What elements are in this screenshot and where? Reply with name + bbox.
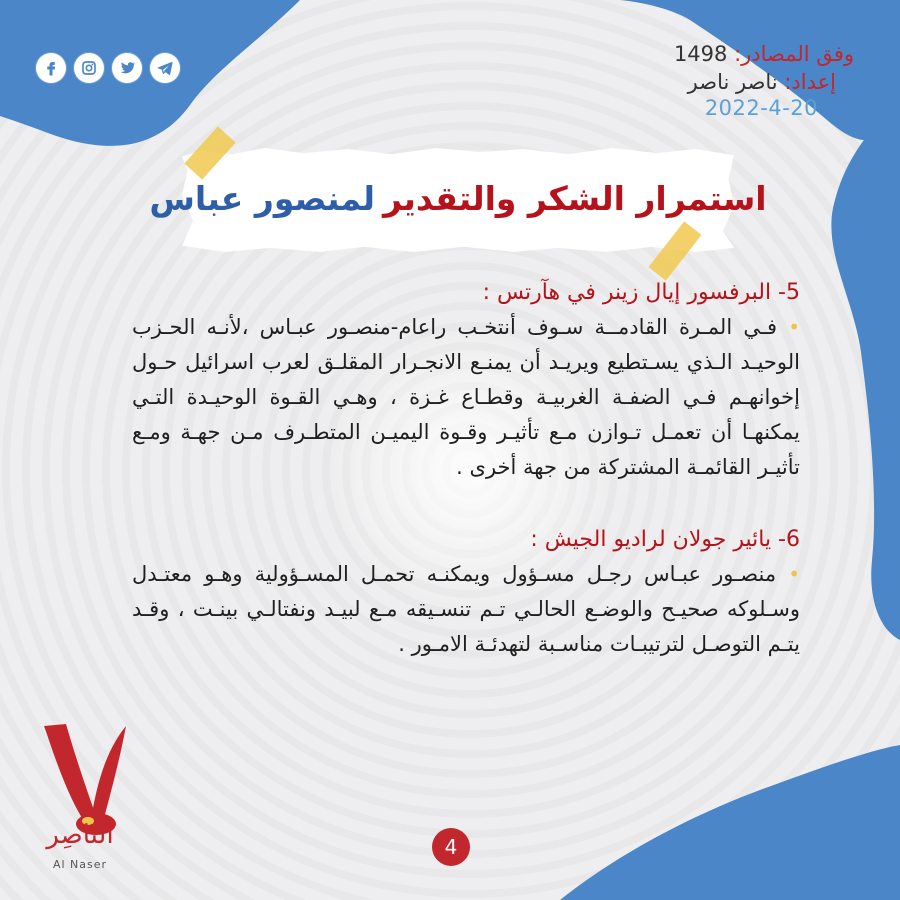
section-text: فـي المـرة القادمــة سـوف أنتخـب راعام-منصـور عبـاس ،لأنـه الحـزب الوحيـد الـذي يسـتطيع ويريـد أن يمنـع الانجـرار المقلـق لعرب اسرائيل حـول إخوانهـم فـي الضفـة الغربيـة وقطـاع غـزة ، وهـي القـوة الوحيـدة التـي يمكنهـا أن تعمـل تـوازن مـع تأثيـر وقـوة اليميـن المتطـرف مـن جهـة ومـع تأثيـر القائمـة المشتركة من جهة أخرى .	[132, 315, 800, 479]
article-body	[132, 276, 800, 662]
sources-value: 1498	[673, 42, 728, 66]
prepared-value: ناصر ناصر	[687, 70, 778, 94]
page-title	[149, 168, 767, 228]
facebook-icon[interactable]	[36, 53, 66, 83]
telegram-icon[interactable]	[150, 53, 180, 83]
section-heading: 5- البرفسور إيال زينر في هآرتس :	[482, 280, 800, 305]
bottom-right-blob	[560, 745, 900, 900]
bullet-icon: •	[788, 315, 800, 339]
section-paragraph	[132, 310, 800, 485]
section-6	[132, 523, 800, 662]
page-number: 4	[432, 828, 470, 866]
title-part-1: استمرار الشكر والتقدير	[383, 178, 767, 218]
prepared-label: إعداد:	[784, 70, 836, 94]
title-part-2: لمنصور عباس	[149, 178, 376, 218]
twitter-icon[interactable]	[112, 53, 142, 83]
right-blob	[831, 100, 900, 640]
section-paragraph	[132, 557, 800, 662]
al-naser-logo-icon	[34, 718, 134, 878]
bullet-icon: •	[788, 562, 800, 586]
logo-arabic-text: النّاصِر	[46, 820, 114, 850]
section-text: منصـور عبـاس رجـل مسـؤول ويمكنـه تحمـل المسـؤولية وهـو معتـدل وسـلوكه صحيـح والوضـع الحالـي تـم تنسـيقه مـع لبيـد ونفتالـي بينـت ، وقـد يتـم التوصـل لترتيبـات مناسـبة لتهدئـة الامـور .	[132, 562, 800, 656]
prepared-line	[674, 68, 836, 96]
social-icons	[36, 53, 180, 83]
source-info	[674, 40, 854, 96]
section-heading: 6- يائير جولان لراديو الجيش :	[530, 527, 800, 552]
section-5	[132, 276, 800, 485]
logo-latin-text: Al Naser	[52, 858, 108, 871]
sources-label: وفق المصادر:	[734, 42, 854, 66]
sources-line	[674, 40, 854, 68]
instagram-icon[interactable]	[74, 53, 104, 83]
publish-date: 2022-4-20	[704, 96, 818, 120]
